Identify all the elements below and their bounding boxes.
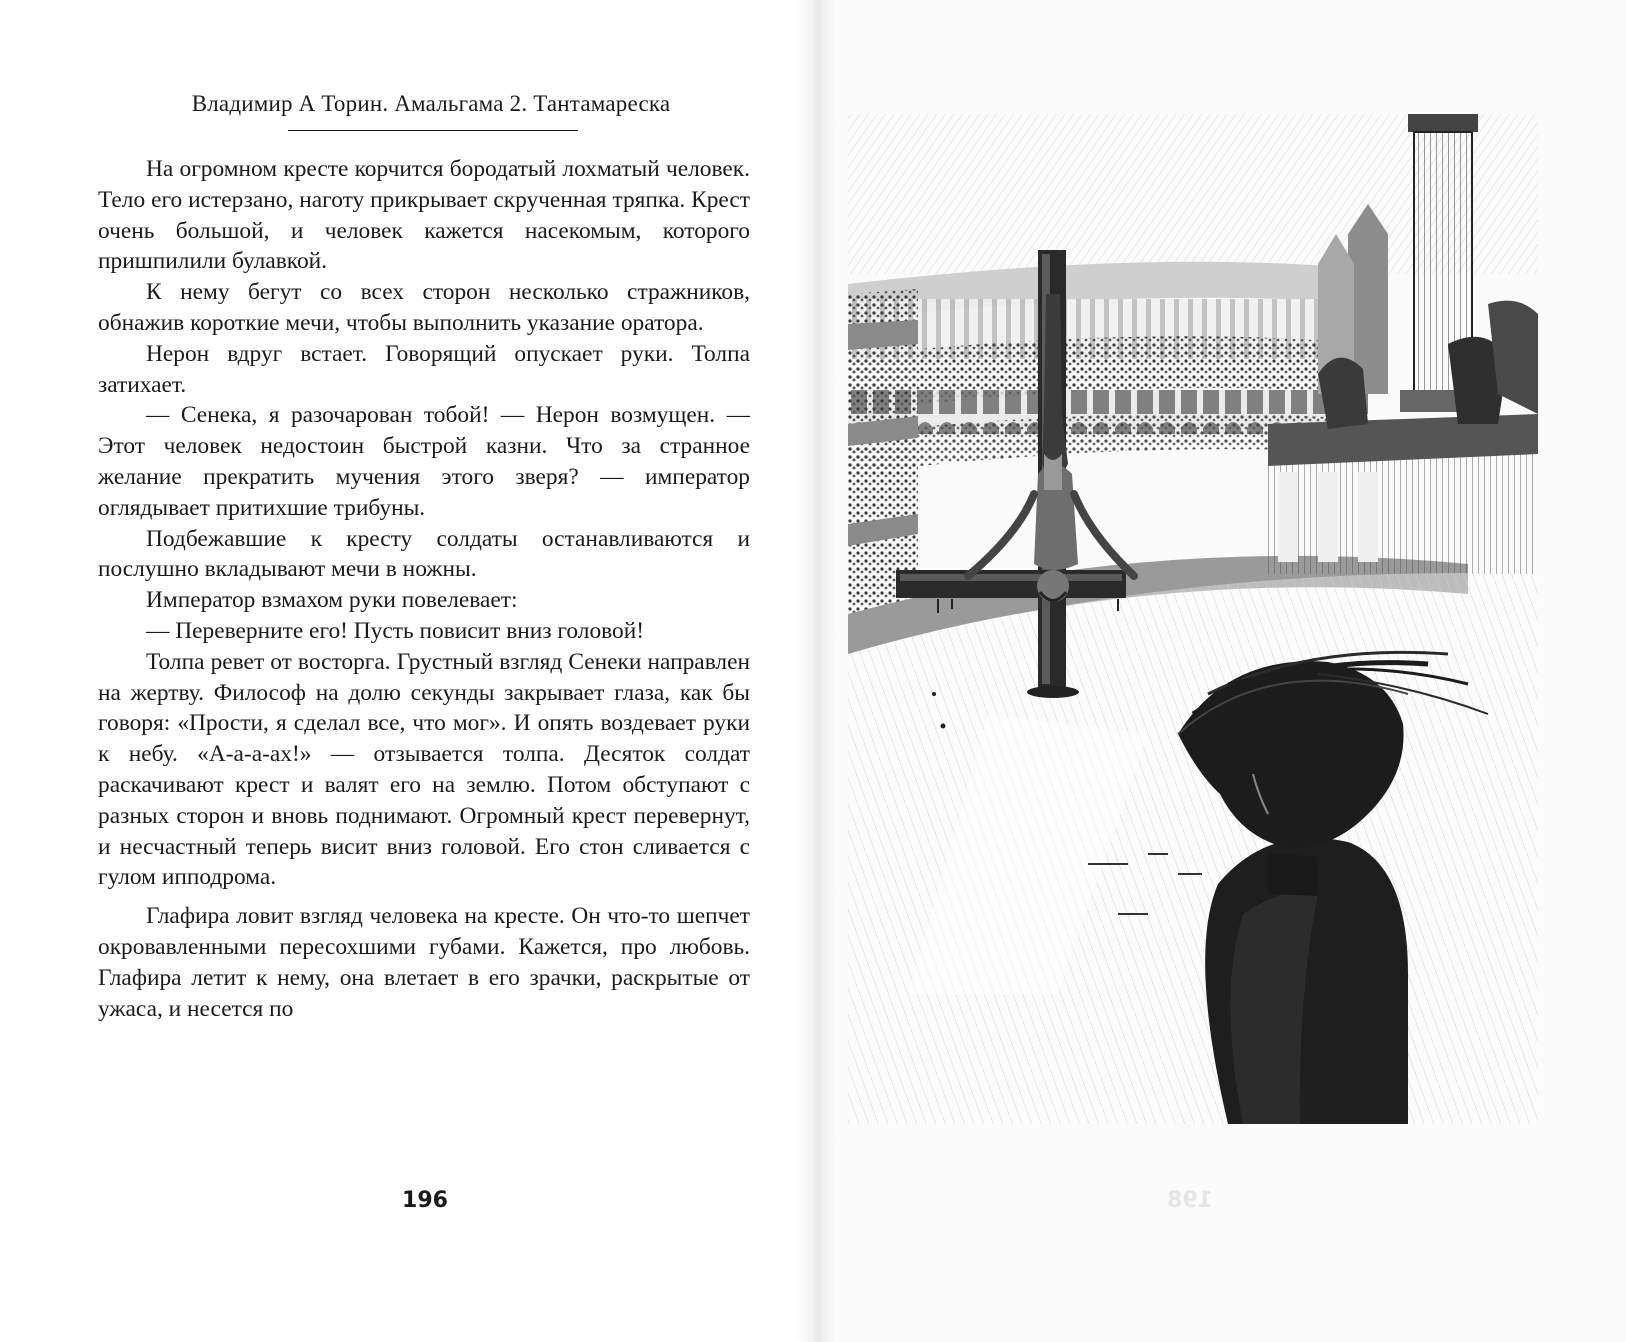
paragraph: Император взмахом руки повелевает: (146, 587, 518, 614)
paragraph: Нерон вдруг встает. Говорящий опускает руки. Толпа затихает. (98, 340, 750, 398)
paragraph: Толпа ревет от восторга. Грустный взгляд Сенеки направлен на жертву. Философ на долю секунды закрывает глаза, как бы говоря: «Прости, я сделал все, что мог». И опять воздевает руки к небу. «А-а-а-ах!» — отзывается толпа. Десяток солдат раскачивают крест и валят его на землю. Потом обступают с разных сторон и вновь поднимают. Огромный крест перевернут, и несчастный теперь висит вниз головой. Его стон сливается с гулом ипподрома. (98, 648, 750, 891)
body-text (98, 154, 750, 1024)
header-rule (288, 130, 578, 131)
paragraph: На огромном кресте корчится бородатый лохматый человек. Тело его истерзано, наготу прикрывает скрученная тряпка. Крест очень большой, и человек кажется насекомым, которого пришпилили булавкой. (98, 156, 750, 275)
running-header: Владимир А Торин. Амальгама 2. Тантамареска (191, 91, 671, 116)
page-number: 196 (402, 1188, 448, 1213)
paragraph: — Переверните его! Пусть повисит вниз головой! (146, 617, 645, 644)
paragraph: Глафира ловит взгляд человека на кресте. Он что-то шепчет окровавленными пересохшими губами. Кажется, про любовь. Глафира летит к нему, она влетает в его зрачки, раскрытые от ужаса, и несется по (98, 903, 750, 1022)
book-gutter (796, 0, 836, 1342)
paragraph: К нему бегут со всех сторон несколько стражников, обнажив короткие мечи, чтобы выполнить указание оратора. (98, 279, 750, 336)
paragraph: — Сенека, я разочарован тобой! — Нерон возмущен. — Этот человек недостоин быстрой казни. Что за странное желание прекратить мучения этого зверя? — император оглядывает притихшие трибуны. (98, 402, 750, 521)
paragraph: Подбежавшие к кресту солдаты останавливаются и послушно вкладывают мечи в ножны. (98, 525, 750, 583)
inverted-cross-in-arena-illustration (848, 94, 1538, 1174)
bleed-through-page-number: 198 (1167, 1188, 1213, 1213)
